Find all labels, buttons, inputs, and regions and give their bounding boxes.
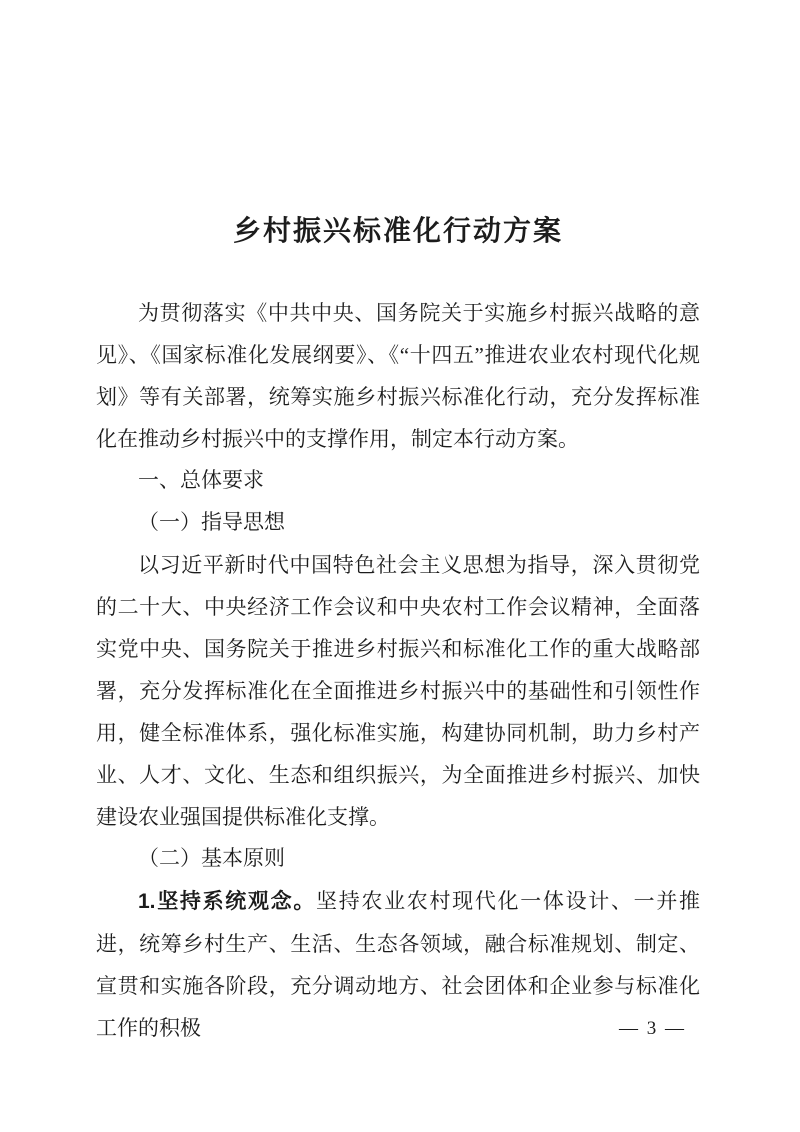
document-title: 乡村振兴标准化行动方案 [232,216,563,247]
page-number: — 3 — [619,1018,686,1039]
principle-1-body-text: 坚持农业农村现代化一体设计、一并推进，统筹乡村生产、生活、生态各领域，融合标准规划、制定、宣贯和实施各阶段，充分调动地方、社会团体和企业参与标准化工作的积极 [96,889,701,1040]
principle-1-bold-lead: 1.坚持系统观念。 [138,890,317,913]
section-heading-overall-requirements: 一、总体要求 [138,469,264,492]
subsection-heading-guiding-ideology: （一）指导思想 [138,511,285,534]
document-body [96,292,700,1049]
paragraph-principle-1 [96,880,700,1049]
subsection-heading-basic-principles: （二）基本原则 [138,847,285,870]
intro-paragraph: 为贯彻落实《中共中央、国务院关于实施乡村振兴战略的意见》、《国家标准化发展纲要》、《“十四五”推进农业农村现代化规划》等有关部署，统筹实施乡村振兴标准化行动，充分发挥标准化在推动乡村振兴中的支撑作用，制定本行动方案。 [96,301,700,451]
paragraph-guiding-ideology: 以习近平新时代中国特色社会主义思想为指导，深入贯彻党的二十大、中央经济工作会议和中央农村工作会议精神，全面落实党中央、国务院关于推进乡村振兴和标准化工作的重大战略部署，充分发挥标准化在全面推进乡村振兴中的基础性和引领性作用，健全标准体系，强化标准实施，构建协同机制，助力乡村产业、人才、文化、生态和组织振兴，为全面推进乡村振兴、加快建设农业强国提供标准化支撑。 [96,553,700,829]
